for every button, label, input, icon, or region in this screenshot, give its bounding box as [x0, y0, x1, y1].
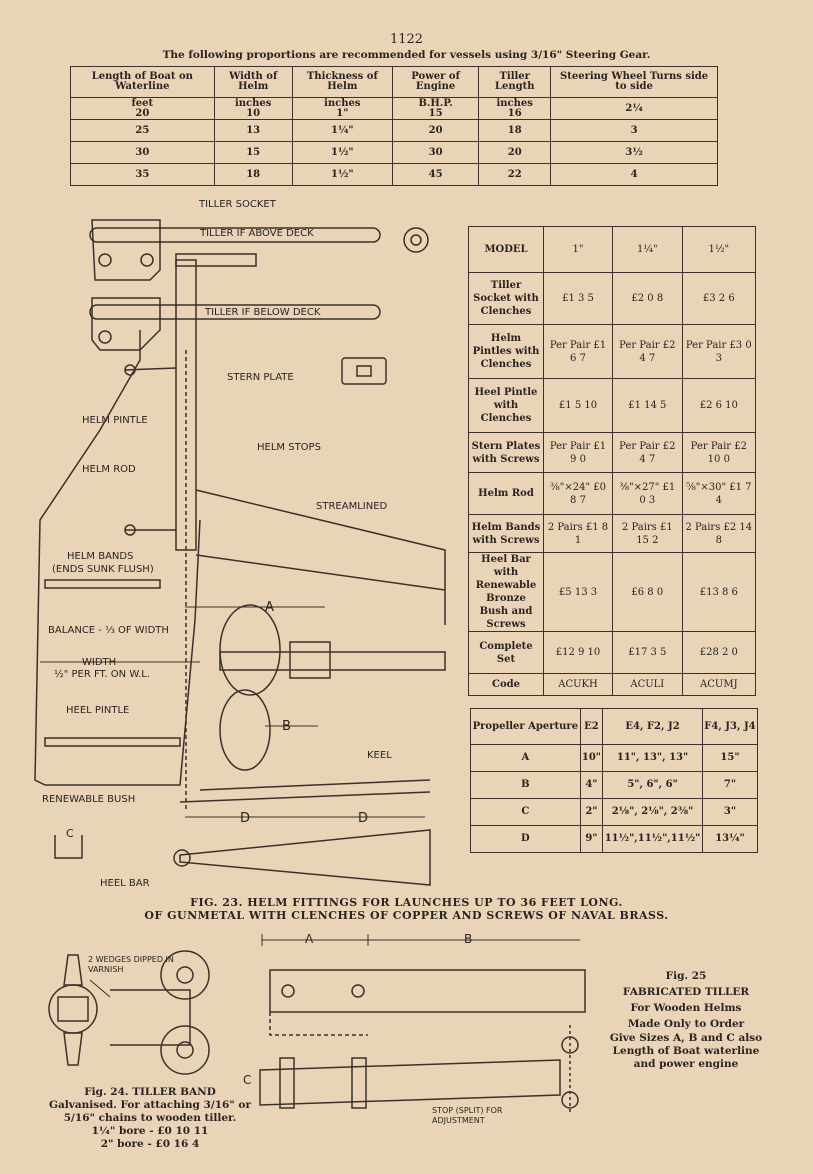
- col-header: Thickness of Helm: [292, 67, 392, 98]
- table-row: [469, 473, 756, 515]
- label-heel-bar: HEEL BAR: [100, 878, 150, 889]
- fabricated-tiller-drawing: [240, 930, 600, 1130]
- table-cell: 11½",11½",11½": [603, 826, 703, 853]
- col-header: Propeller Aperture: [471, 709, 581, 745]
- row-label: Code: [469, 674, 544, 696]
- table-cell: D: [471, 826, 581, 853]
- unit-label: feet: [131, 97, 154, 109]
- table-cell: £13 8 6: [682, 553, 755, 632]
- table-header-row: [469, 227, 756, 273]
- table-cell: 3: [551, 120, 718, 142]
- table-cell: £12 9 10: [544, 632, 613, 674]
- table-cell: ⅜"×27" £1 0 3: [613, 473, 683, 515]
- label-streamlined: STREAMLINED: [316, 501, 388, 512]
- table-row: [471, 826, 758, 853]
- table-cell: 5", 6", 6": [603, 772, 703, 799]
- row-label: Helm Bands with Screws: [469, 515, 544, 553]
- col-header: E2: [580, 709, 602, 745]
- propeller-blade-upper: [220, 605, 280, 695]
- label-stern-plate: STERN PLATE: [227, 372, 294, 383]
- dim-d-right: D: [358, 811, 369, 826]
- fig24-title: Fig. 24. TILLER BAND: [84, 1086, 216, 1098]
- table-cell: 2": [580, 799, 602, 826]
- price-table: [468, 226, 756, 696]
- helm-band-upper: [45, 580, 160, 588]
- tiller-plan-view: [270, 970, 585, 1012]
- table-cell: Per Pair £2 4 7: [613, 433, 683, 473]
- table-row: [469, 379, 756, 433]
- table-cell: 1¼": [292, 120, 392, 142]
- table-cell: 2 Pairs £2 14 8: [682, 515, 755, 553]
- keel-line: [180, 780, 430, 802]
- table-cell: 20: [479, 142, 551, 164]
- col-header: F4, J3, J4: [702, 709, 757, 745]
- col-header: 1½": [682, 227, 755, 273]
- table-cell: Per Pair £2 4 7: [613, 325, 683, 379]
- table-cell: 45: [392, 164, 478, 186]
- tiller-side-view: [260, 1060, 560, 1105]
- row-label: Complete Set: [469, 632, 544, 674]
- fig25-stop-label: STOP (SPLIT) FOR ADJUSTMENT: [432, 1106, 503, 1125]
- table-cell: ACULI: [613, 674, 683, 696]
- label-tiller-above-deck: TILLER IF ABOVE DECK: [200, 228, 314, 239]
- table-cell: £3 2 6: [682, 273, 755, 325]
- table-row: [469, 632, 756, 674]
- label-helm-stops: HELM STOPS: [257, 442, 321, 453]
- label-helm-bands: HELM BANDS: [67, 551, 134, 562]
- table-cell: C: [471, 799, 581, 826]
- table-row: [71, 98, 718, 120]
- table-cell: £2 0 8: [613, 273, 683, 325]
- table-cell: 30: [392, 142, 478, 164]
- table-cell: 15": [702, 745, 757, 772]
- table-cell: 2 Pairs £1 8 1: [544, 515, 613, 553]
- fig24-price-1: 1¼" bore - £0 10 11: [91, 1125, 209, 1137]
- table-cell: 10": [580, 745, 602, 772]
- row-label: Heel Pintle with Clenches: [469, 379, 544, 433]
- unit-label: inches: [496, 97, 533, 109]
- fig24-desc: Galvanised. For attaching 3/16" or 5/16" chains to wooden tiller.: [49, 1099, 251, 1124]
- table-cell: £17 3 5: [613, 632, 683, 674]
- table-cell: Per Pair £1 6 7: [544, 325, 613, 379]
- fig25-dim-b: B: [464, 932, 473, 946]
- table-row: [469, 674, 756, 696]
- table-cell: 22: [479, 164, 551, 186]
- dim-b: B: [282, 719, 291, 734]
- unit-label: inches: [324, 97, 361, 109]
- table-cell: B: [471, 772, 581, 799]
- table-cell: 1½": [292, 164, 392, 186]
- row-label: Tiller Socket with Clenches: [469, 273, 544, 325]
- table-row: [471, 745, 758, 772]
- table-cell: ⅜"×24" £0 8 7: [544, 473, 613, 515]
- row-label: Heel Bar with Renewable Bronze Bush and Screws: [469, 553, 544, 632]
- table-cell: 13: [214, 120, 292, 142]
- table-cell: 18: [479, 120, 551, 142]
- table-cell: 9": [580, 826, 602, 853]
- propeller-shaft: [220, 652, 445, 670]
- col-header: Steering Wheel Turns side to side: [551, 67, 718, 98]
- table-header-row: [471, 709, 758, 745]
- table-row: [471, 772, 758, 799]
- table-cell: ACUKH: [544, 674, 613, 696]
- table-cell: 13¼": [702, 826, 757, 853]
- table-cell: 35: [71, 164, 215, 186]
- table-cell: ACUMJ: [682, 674, 755, 696]
- col-header: Power of Engine: [392, 67, 478, 98]
- col-header: 1": [544, 227, 613, 273]
- col-header: E4, F2, J2: [603, 709, 703, 745]
- label-keel: KEEL: [367, 750, 392, 761]
- helm-band-lower: [45, 738, 180, 746]
- table-row: [469, 325, 756, 379]
- table-row: [469, 553, 756, 632]
- table-cell: £28 2 0: [682, 632, 755, 674]
- col-header: Length of Boat on Waterline: [71, 67, 215, 98]
- table-cell: Per Pair £2 10 0: [682, 433, 755, 473]
- table-cell: Per Pair £1 9 0: [544, 433, 613, 473]
- dim-d-left: D: [240, 811, 251, 826]
- row-label: Stern Plates with Screws: [469, 433, 544, 473]
- table-row: [469, 273, 756, 325]
- fig25-dim-c: C: [243, 1073, 252, 1087]
- table-cell: 1½": [292, 142, 392, 164]
- fig25-line3: Give Sizes A, B and C also Length of Boat waterline and power engine: [609, 1032, 763, 1070]
- propeller-blade-lower: [220, 690, 270, 770]
- table-cell: 20: [392, 120, 478, 142]
- table-cell: 16: [507, 107, 522, 119]
- fig25-line1: For Wooden Helms: [630, 1002, 742, 1014]
- table-row: [469, 515, 756, 553]
- table-cell: 11", 13", 13": [603, 745, 703, 772]
- table-cell: 3": [702, 799, 757, 826]
- fig25-title: Fig. 25: [665, 970, 707, 982]
- label-heel-pintle: HEEL PINTLE: [66, 705, 130, 716]
- label-width: WIDTH: [82, 657, 117, 668]
- label-tiller-socket: TILLER SOCKET: [199, 199, 276, 210]
- fig23-caption-line1: FIG. 23. HELM FITTINGS FOR LAUNCHES UP TO 36 FEET LONG.: [190, 896, 623, 909]
- table-cell: 4: [551, 164, 718, 186]
- proportions-table: [70, 66, 718, 186]
- table-row: [471, 799, 758, 826]
- table-cell: 20: [135, 107, 150, 119]
- table-cell: 15: [428, 107, 443, 119]
- band-lugs: [64, 955, 82, 1065]
- dim-c: C: [66, 827, 74, 840]
- fig25-line2: Made Only to Order: [627, 1018, 745, 1030]
- label-renewable-bush: RENEWABLE BUSH: [42, 794, 136, 805]
- label-helm-pintle: HELM PINTLE: [82, 415, 148, 426]
- dim-a: A: [265, 600, 274, 615]
- col-header: Tiller Length: [479, 67, 551, 98]
- table-cell: 2⅛", 2⅛", 2⅜": [603, 799, 703, 826]
- table-cell: £1 5 10: [544, 379, 613, 433]
- label-helm-rod: HELM ROD: [82, 464, 136, 475]
- fig24-note: 2 WEDGES DIPPED IN VARNISH: [88, 955, 174, 974]
- table-cell: 25: [71, 120, 215, 142]
- table-cell: £1 14 5: [613, 379, 683, 433]
- table-cell: 1": [336, 107, 349, 119]
- table-header-row: [71, 67, 718, 98]
- table-cell: £5 13 3: [544, 553, 613, 632]
- table-cell: £2 6 10: [682, 379, 755, 433]
- label-width-rule: ½" PER FT. ON W.L.: [54, 669, 151, 680]
- table-subtitle: The following proportions are recommended for vessels using 3/16" Steering Gear.: [162, 49, 651, 61]
- fig24-text: [40, 1086, 260, 1151]
- table-cell: ⅝"×30" £1 7 4: [682, 473, 755, 515]
- fig23-caption-line2: OF GUNMETAL WITH CLENCHES OF COPPER AND SCREWS OF NAVAL BRASS.: [144, 909, 669, 922]
- page-number: 1122: [389, 32, 424, 47]
- label-tiller-below-deck: TILLER IF BELOW DECK: [205, 307, 321, 318]
- table-row: [469, 433, 756, 473]
- table-cell: 15: [214, 142, 292, 164]
- table-cell: 4": [580, 772, 602, 799]
- table-cell: 30: [71, 142, 215, 164]
- col-header: Width of Helm: [214, 67, 292, 98]
- unit-label: inches: [234, 97, 272, 109]
- table-cell: 18: [214, 164, 292, 186]
- table-row: [71, 120, 718, 142]
- tiller-socket-end-view: [404, 228, 428, 252]
- fig25-name: FABRICATED TILLER: [622, 986, 750, 998]
- label-ends-sunk: (ENDS SUNK FLUSH): [52, 564, 154, 575]
- stern-plate-shape: [342, 358, 386, 384]
- fig25-dim-a: A: [305, 932, 314, 946]
- table-cell: 7": [702, 772, 757, 799]
- table-cell: £1 3 5: [544, 273, 613, 325]
- table-cell: Per Pair £3 0 3: [682, 325, 755, 379]
- tiller-socket-upper: [92, 220, 160, 280]
- table-row: [71, 142, 718, 164]
- fig24-price-2: 2" bore - £0 16 4: [100, 1138, 200, 1150]
- fig25-text: [606, 968, 766, 1071]
- table-cell: 3½: [551, 142, 718, 164]
- row-label: Helm Rod: [469, 473, 544, 515]
- col-header: MODEL: [469, 227, 544, 273]
- table-cell: 2¼: [625, 102, 643, 114]
- col-header: 1¼": [613, 227, 683, 273]
- heel-bar-shape: [180, 830, 430, 885]
- table-row: [71, 164, 718, 186]
- propeller-aperture-table: [470, 708, 758, 853]
- table-cell: 10: [246, 107, 261, 119]
- unit-label: B.H.P.: [418, 97, 453, 109]
- table-cell: A: [471, 745, 581, 772]
- table-cell: £6 8 0: [613, 553, 683, 632]
- row-label: Helm Pintles with Clenches: [469, 325, 544, 379]
- table-cell: 2 Pairs £1 15 2: [613, 515, 683, 553]
- label-balance: BALANCE - ⅓ OF WIDTH: [48, 625, 169, 636]
